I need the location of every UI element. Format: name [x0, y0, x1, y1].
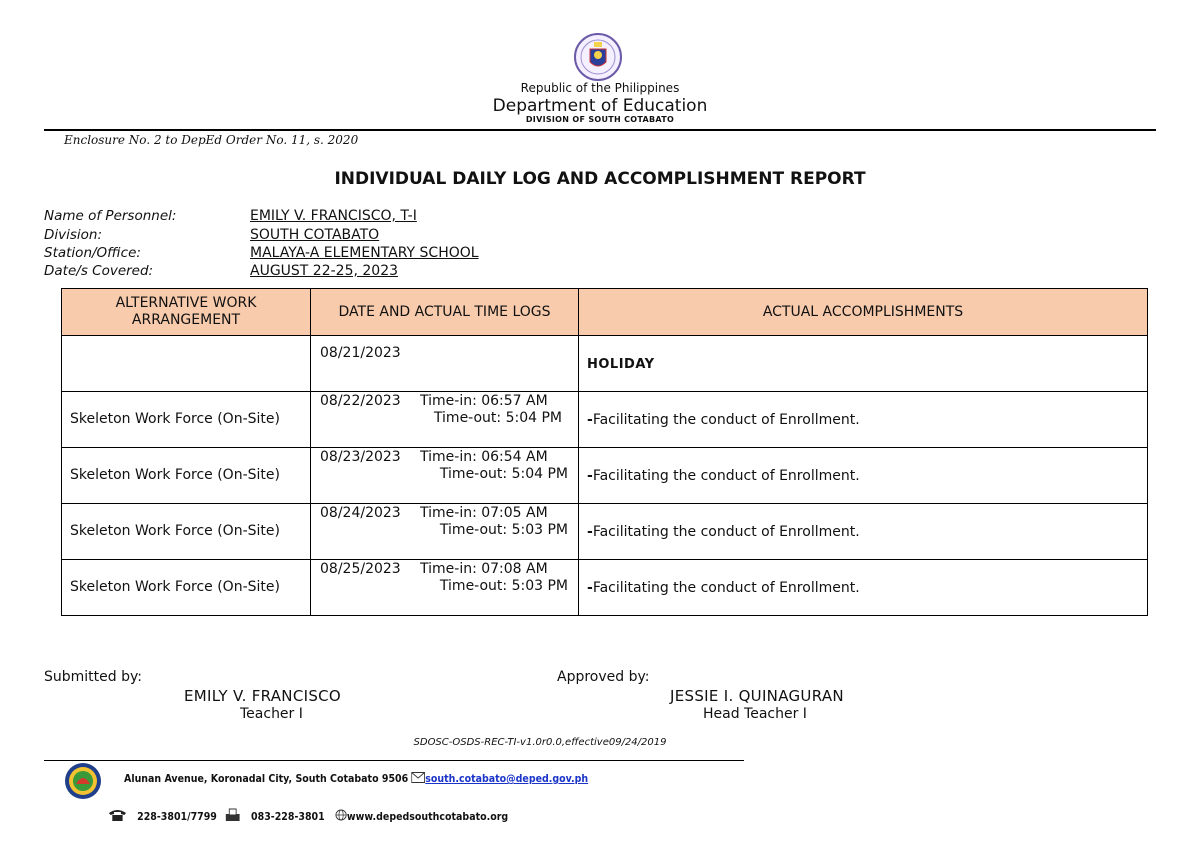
- time-in: Time-in: 06:54 AM: [420, 449, 548, 465]
- arrangement-cell: Skeleton Work Force (On-Site): [62, 448, 311, 504]
- time-in: Time-in: 06:57 AM: [420, 393, 548, 409]
- time-out: Time-out: 5:04 PM: [433, 410, 562, 426]
- table-row: [62, 392, 1148, 448]
- time-out: Time-out: 5:03 PM: [439, 578, 568, 594]
- header-division: DIVISION OF SOUTH COTABATO: [525, 115, 675, 124]
- approved-label: Approved by:: [557, 669, 650, 685]
- time-log-cell: [311, 560, 579, 616]
- accomplishment-cell: [579, 504, 1148, 560]
- dates-label: Date/s Covered:: [44, 263, 154, 279]
- header-accomplishments: ACTUAL ACCOMPLISHMENTS: [579, 289, 1148, 336]
- dates-value: AUGUST 22-25, 2023: [250, 263, 399, 279]
- time-log-cell: [311, 504, 579, 560]
- time-log-cell: [311, 392, 579, 448]
- accomplishment-text: Facilitating the conduct of Enrollment.: [592, 411, 860, 428]
- accomplishment-cell: [579, 448, 1148, 504]
- table-row: [62, 504, 1148, 560]
- document-code: SDOSC-OSDS-REC-TI-v1.0r0.0,effective09/24/2019: [413, 737, 667, 748]
- table-row: [62, 336, 1148, 392]
- time-in: Time-in: 07:08 AM: [420, 561, 548, 577]
- log-date: 08/25/2023: [320, 561, 401, 577]
- telephone-icon: [108, 809, 127, 821]
- header-rule: [44, 129, 1156, 131]
- footer-email-link[interactable]: south.cotabato@deped.gov.ph: [425, 772, 589, 785]
- bullet: -: [587, 523, 593, 540]
- footer-address-line: [124, 770, 588, 785]
- bullet: -: [587, 411, 593, 428]
- approved-name: JESSIE I. QUINAGURAN: [670, 687, 844, 705]
- log-date: 08/23/2023: [320, 449, 401, 465]
- table-header-row: [62, 289, 1148, 336]
- time-in: Time-in: 07:05 AM: [420, 505, 548, 521]
- deped-seal-icon: [572, 32, 624, 82]
- bullet: -: [587, 467, 593, 484]
- arrangement-cell: Skeleton Work Force (On-Site): [62, 392, 311, 448]
- bullet: -: [587, 579, 593, 596]
- envelope-icon: [412, 770, 426, 783]
- footer-contact-line: [108, 808, 508, 823]
- accomplishment-cell: [579, 392, 1148, 448]
- name-label: Name of Personnel:: [44, 208, 177, 224]
- station-label: Station/Office:: [44, 245, 141, 261]
- time-log-cell: [311, 336, 579, 392]
- submitted-position: Teacher I: [240, 706, 303, 722]
- log-date: 08/22/2023: [320, 393, 401, 409]
- log-date: 08/21/2023: [320, 345, 401, 361]
- arrangement-cell: [62, 336, 311, 392]
- footer-website[interactable]: www.depedsouthcotabato.org: [346, 810, 509, 823]
- time-log-cell: [311, 448, 579, 504]
- header-time-logs: DATE AND ACTUAL TIME LOGS: [311, 289, 579, 336]
- daily-log-table: [61, 288, 1148, 616]
- accomplishment-cell: [579, 560, 1148, 616]
- footer-address: Alunan Avenue, Koronadal City, South Cotabato 9506: [124, 772, 409, 785]
- accomplishment-text: Facilitating the conduct of Enrollment.: [592, 579, 860, 596]
- holiday-text: HOLIDAY: [587, 356, 655, 372]
- accomplishment-text: Facilitating the conduct of Enrollment.: [592, 467, 860, 484]
- footer-fax: 083-228-3801: [251, 810, 325, 823]
- name-value: EMILY V. FRANCISCO, T-I: [250, 208, 417, 224]
- division-logo-icon: [64, 762, 102, 800]
- submitted-label: Submitted by:: [44, 669, 142, 685]
- table-row: [62, 448, 1148, 504]
- division-label: Division:: [44, 227, 103, 243]
- time-out: Time-out: 5:04 PM: [439, 466, 568, 482]
- enclosure-note: Enclosure No. 2 to DepEd Order No. 11, s. 2020: [64, 133, 359, 147]
- log-date: 08/24/2023: [320, 505, 401, 521]
- globe-icon: [335, 809, 347, 821]
- header-department: Department of Education: [492, 96, 708, 116]
- report-title: INDIVIDUAL DAILY LOG AND ACCOMPLISHMENT REPORT: [334, 169, 866, 189]
- fax-icon: [225, 808, 240, 822]
- table-row: [62, 560, 1148, 616]
- accomplishment-cell: [579, 336, 1148, 392]
- time-out: Time-out: 5:03 PM: [439, 522, 568, 538]
- footer-rule: [44, 760, 744, 761]
- accomplishment-text: Facilitating the conduct of Enrollment.: [592, 523, 860, 540]
- header-arrangement: ALTERNATIVE WORK ARRANGEMENT: [62, 289, 311, 336]
- station-value: MALAYA-A ELEMENTARY SCHOOL: [250, 245, 479, 261]
- footer-phone: 228-3801/7799: [137, 810, 217, 823]
- division-value: SOUTH COTABATO: [250, 227, 380, 243]
- arrangement-cell: Skeleton Work Force (On-Site): [62, 504, 311, 560]
- arrangement-cell: Skeleton Work Force (On-Site): [62, 560, 311, 616]
- submitted-name: EMILY V. FRANCISCO: [184, 687, 342, 705]
- approved-position: Head Teacher I: [703, 706, 807, 722]
- header-republic: Republic of the Philippines: [520, 81, 680, 95]
